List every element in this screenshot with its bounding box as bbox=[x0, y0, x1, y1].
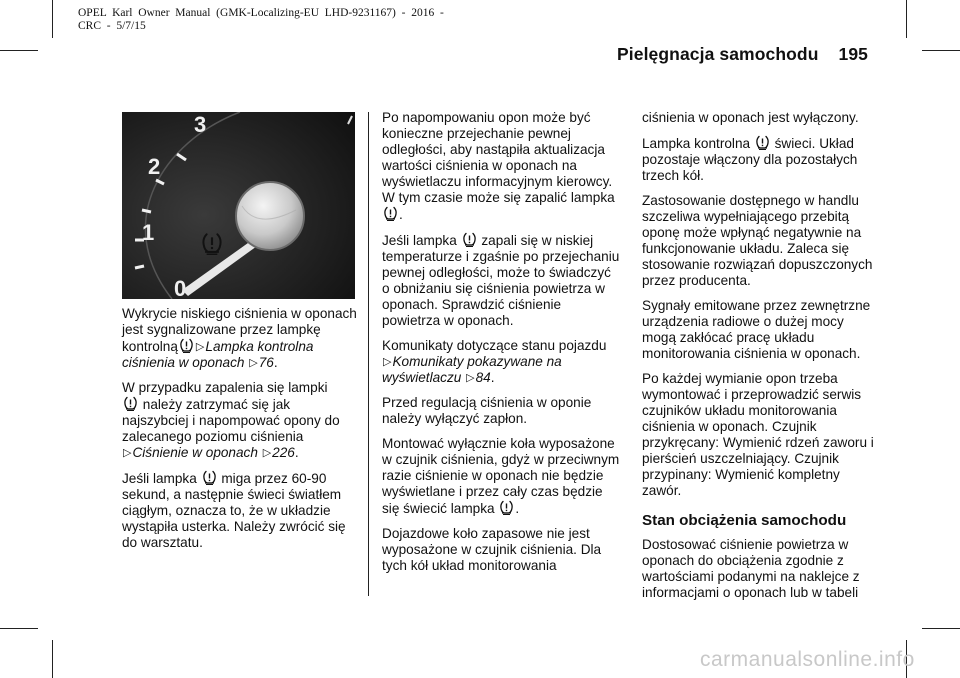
text-run: . bbox=[515, 501, 520, 516]
crop-mark bbox=[0, 628, 38, 629]
meta-line-2: CRC - 5/7/15 bbox=[78, 20, 146, 32]
text-run: zapali się w niskiej temperaturze i zgaśnie po przejechaniu pewnej odległości, może to świadczyć o obniżaniu się ciśnienia powietrza w oponach. Sprawdzić ciśnienie powietrza w oponach. bbox=[382, 233, 620, 328]
text-run: Jeśli lampka bbox=[382, 233, 457, 248]
paragraph: Dojazdowe koło zapasowe nie jest wyposażone w czujnik ciśnienia. Dla tych kół układ monitorowania bbox=[382, 526, 602, 573]
reference-triangle-icon: ▷ bbox=[123, 447, 132, 459]
gauge-number-1: 1 bbox=[142, 220, 155, 245]
paragraph bbox=[642, 135, 880, 184]
reference-triangle-icon: ▷ bbox=[466, 372, 475, 384]
paragraph bbox=[382, 232, 620, 329]
reference-triangle-icon: ▷ bbox=[195, 341, 205, 353]
crop-mark bbox=[922, 50, 960, 51]
gauge-number-2: 2 bbox=[148, 154, 161, 179]
reference-triangle-icon: ▷ bbox=[249, 357, 258, 369]
tire-pressure-warning-icon bbox=[500, 500, 513, 515]
cross-reference-link[interactable]: Ciśnienie w oponach bbox=[132, 445, 258, 460]
text-column-2 bbox=[382, 110, 620, 583]
page-reference[interactable]: 84 bbox=[475, 370, 491, 385]
crop-mark bbox=[0, 50, 38, 51]
text-column-3 bbox=[642, 110, 880, 610]
tire-pressure-gauge-photo bbox=[122, 112, 355, 299]
meta-line-1: OPEL Karl Owner Manual (GMK-Localizing-EU LHD-9231167) - 2016 - bbox=[78, 7, 444, 19]
tire-pressure-warning-icon bbox=[203, 470, 216, 485]
text-run: . bbox=[273, 355, 278, 370]
paragraph: Przed regulacją ciśnienia w oponie należy wyłączyć zapłon. bbox=[382, 395, 592, 426]
text-run: Montować wyłącznie koła wyposażone w czujnik ciśnienia, gdyż w przeciwnym razie ciśnienie w oponach nie będzie wyświetlane i przez cały czas będzie się świecić lampka bbox=[382, 436, 620, 516]
column-divider bbox=[368, 112, 369, 596]
page-header bbox=[617, 44, 868, 65]
print-metadata bbox=[78, 7, 444, 33]
paragraph: Zastosowanie dostępnego w handlu szczeliwa wypełniającego przebitą oponę może wpłynąć negatywnie na funkcjonowanie układu. Zaleca się stosowanie rozwiązań dopuszczonych przez producenta. bbox=[642, 193, 873, 288]
page-number: 195 bbox=[838, 44, 868, 64]
paragraph: Dostosować ciśnienie powietrza w oponach do obciążenia zgodnie z wartościami podanymi na naklejce z informacjami o oponach lub w tabeli bbox=[642, 537, 860, 600]
text-run: Komunikaty dotyczące stanu pojazdu bbox=[382, 338, 607, 353]
text-column-1 bbox=[122, 306, 360, 560]
cross-reference-link[interactable]: Lampka kontrolna ciśnienia w oponach bbox=[122, 339, 314, 370]
tire-pressure-warning-icon bbox=[180, 338, 193, 353]
tire-pressure-warning-icon bbox=[124, 396, 137, 411]
section-heading: Stan obciążenia samochodu bbox=[642, 512, 847, 529]
crop-mark bbox=[906, 0, 907, 38]
text-run: . bbox=[399, 207, 403, 222]
text-run: należy zatrzymać się jak najszybciej i napompować opony do zalecanego poziomu ciśnienia bbox=[122, 397, 340, 444]
text-run: Wykrycie niskiego ciśnienia w oponach jest sygnalizowane przez lampkę kontrolną bbox=[122, 306, 357, 354]
page-reference[interactable]: 226 bbox=[272, 445, 295, 460]
gauge-number-0: 0 bbox=[174, 276, 187, 299]
page-reference[interactable]: 76 bbox=[258, 355, 274, 370]
text-run: świeci. Układ pozostaje włączony dla pozostałych trzech kół. bbox=[642, 136, 858, 183]
paragraph: Sygnały emitowane przez zewnętrzne urządzenia radiowe o dużej mocy mogą zakłócać pracę układu monitorowania ciśnienia w oponach. bbox=[642, 298, 871, 361]
gauge-number-3: 3 bbox=[194, 112, 207, 137]
text-run: Po napompowaniu opon może być konieczne przejechanie pewnej odległości, aby nastąpiła aktualizacja wartości ciśnienia w oponach na wyświetlaczu informacyjnym kierowcy. W tym czasie może się zapalić lampka bbox=[382, 110, 615, 205]
paragraph bbox=[122, 306, 360, 371]
crop-mark bbox=[52, 0, 53, 38]
tire-pressure-warning-icon bbox=[463, 232, 476, 247]
tire-pressure-warning-icon bbox=[384, 206, 397, 221]
paragraph bbox=[382, 338, 620, 386]
text-run: W przypadku zapalenia się lampki bbox=[122, 380, 328, 395]
paragraph: ciśnienia w oponach jest wyłączony. bbox=[642, 110, 859, 125]
paragraph bbox=[382, 110, 620, 223]
text-run: Lampka kontrolna bbox=[642, 136, 751, 151]
text-run: . bbox=[490, 370, 495, 385]
text-run: Jeśli lampka bbox=[122, 471, 197, 486]
paragraph: Po każdej wymianie opon trzeba wymontować i przeprowadzić serwis czujników układu monitorowania ciśnienia w oponach. Czujnik przykręcany: Wymienić rdzeń zaworu i pierścień uszczelniający. Czujnik przypinany: Wymienić kompletny zawór. bbox=[642, 371, 874, 498]
reference-triangle-icon: ▷ bbox=[383, 356, 392, 368]
crop-mark bbox=[52, 640, 53, 678]
text-run: miga przez 60-90 sekund, a następnie świeci światłem ciągłym, oznacza to, że w układzie wystąpiła usterka. Należy zwrócić się do warsztatu. bbox=[122, 471, 346, 550]
section-title: Pielęgnacja samochodu bbox=[617, 44, 819, 64]
watermark[interactable]: carmanualsonline.info bbox=[700, 648, 915, 671]
paragraph bbox=[122, 380, 360, 461]
cross-reference-link[interactable]: Komunikaty pokazywane na wyświetlaczu bbox=[382, 354, 562, 385]
tire-pressure-warning-icon bbox=[756, 135, 769, 150]
paragraph bbox=[122, 470, 360, 551]
crop-mark bbox=[922, 628, 960, 629]
reference-triangle-icon: ▷ bbox=[262, 447, 272, 459]
text-run: . bbox=[294, 445, 299, 460]
paragraph bbox=[382, 436, 620, 517]
